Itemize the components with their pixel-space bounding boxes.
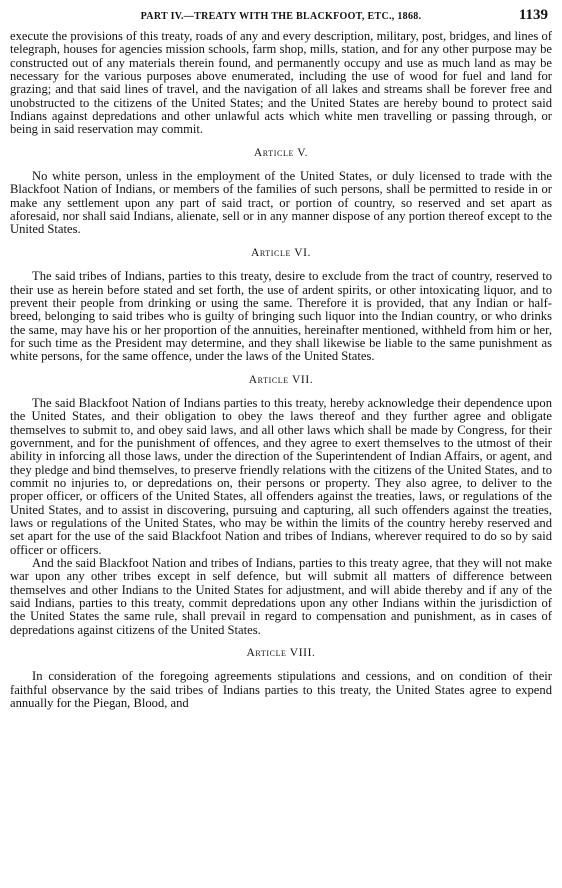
- paragraph-article-viii: In consideration of the foregoing agreements stipulations and cessions, and on condition of their faithful observance by the said tribes of Indians parties to this treaty, the United States agree to expend annually for the Piegan, Blood, and: [10, 669, 552, 711]
- paragraph-continued: execute the provisions of this treaty, roads of any and every description, military, post, bridges, and lines of telegraph, houses for agencies mission schools, farm shop, mills, station, and for any other purpose may be constructed out of any materials therein found, and permanently occupy and use as much land as may be necessary for the various purposes above enumerated, including the use of wood for fuel and land for grazing; and that said lines of travel, and the navigation of all lakes and streams shall be forever free and unobstructed to the citizens of the United States; and the United States are hereby bound to protect said Indians against depredations and other unlawful acts which white men travelling or passing through, or being in said reservation may commit.: [10, 29, 552, 137]
- running-head: PART IV.—TREATY WITH THE BLACKFOOT, ETC., 1868.: [140, 11, 422, 22]
- page-number: 1139: [518, 7, 548, 23]
- article-heading-viii: Article VIII.: [246, 647, 316, 660]
- paragraph-article-v: No white person, unless in the employment of the United States, or duly licensed to trade with the Blackfoot Nation of Indians, or members of the families of such persons, shall be permitted to reside in or make any settlement upon any part of said tract, or portion of country, so reserved and set apart as aforesaid, nor shall said Indians, alienate, sell or in any manner dispose of any portion thereof except to the United States.: [10, 169, 552, 237]
- paragraph-article-vii-2: And the said Blackfoot Nation and tribes of Indians, parties to this treaty agree, that they will not make war upon any other tribes except in self defence, but will submit all matters of difference between themselves and other Indians to the United States for adjustment, and will abide thereby and if any of the said Indians, parties to this treaty, commit depredations upon any other Indians within the jurisdiction of the United States the same rule, shall prevail in regard to compensation and punishment, as in cases of depredations against citizens of the United States.: [10, 556, 552, 637]
- article-heading-vii: Article VII.: [248, 373, 314, 386]
- paragraph-article-vii-1: The said Blackfoot Nation of Indians parties to this treaty, hereby acknowledge their dependence upon the United States, and their obligation to obey the laws thereof and they further agree and obligate themselves to submit to, and obey said laws, and all other laws which shall be made by Congress, for their government, and for the punishment of offences, and they agree to exert themselves to the utmost of their ability in inforcing all those laws, under the direction of the Superintendent of Indian Affairs, or agent, and they pledge and bind themselves, to preserve friendly relations with the citizens of the United States, and to commit no injuries to, or depredations on, their persons or property. They also agree, to deliver to the proper officer, or officers of the United States, all offenders against the treaties, laws, or regulations of the United States, and to assist in discovering, pursuing and capturing, all such offenders against the treaties, laws or regulations of the United States, who may be within the limits of the country hereby reserved and set apart for the use of the said Blackfoot Nation and tribes of Indians, wherever required to do so by said officer or officers.: [10, 395, 552, 557]
- page-header: [10, 6, 552, 30]
- paragraph-article-vi: The said tribes of Indians, parties to this treaty, desire to exclude from the tract of country, reserved to their use as herein before stated and set forth, the use of ardent spirits, or other intoxicating liquor, and to prevent their people from drinking or using the same. Therefore it is provided, that any Indian or half-breed, belonging to said tribes who is guilty of bringing such liquor into the Indian country, or who drinks the same, may have his or her proportion of the annuities, hereinafter mentioned, withheld from him or her, for such time as the President may determine, and they shall likewise be liable to the same punishment as white persons, for the same offence, under the laws of the United States.: [10, 269, 552, 364]
- document-body: [10, 30, 552, 710]
- article-heading-vi: Article VI.: [250, 246, 312, 259]
- article-heading-v: Article V.: [253, 146, 309, 159]
